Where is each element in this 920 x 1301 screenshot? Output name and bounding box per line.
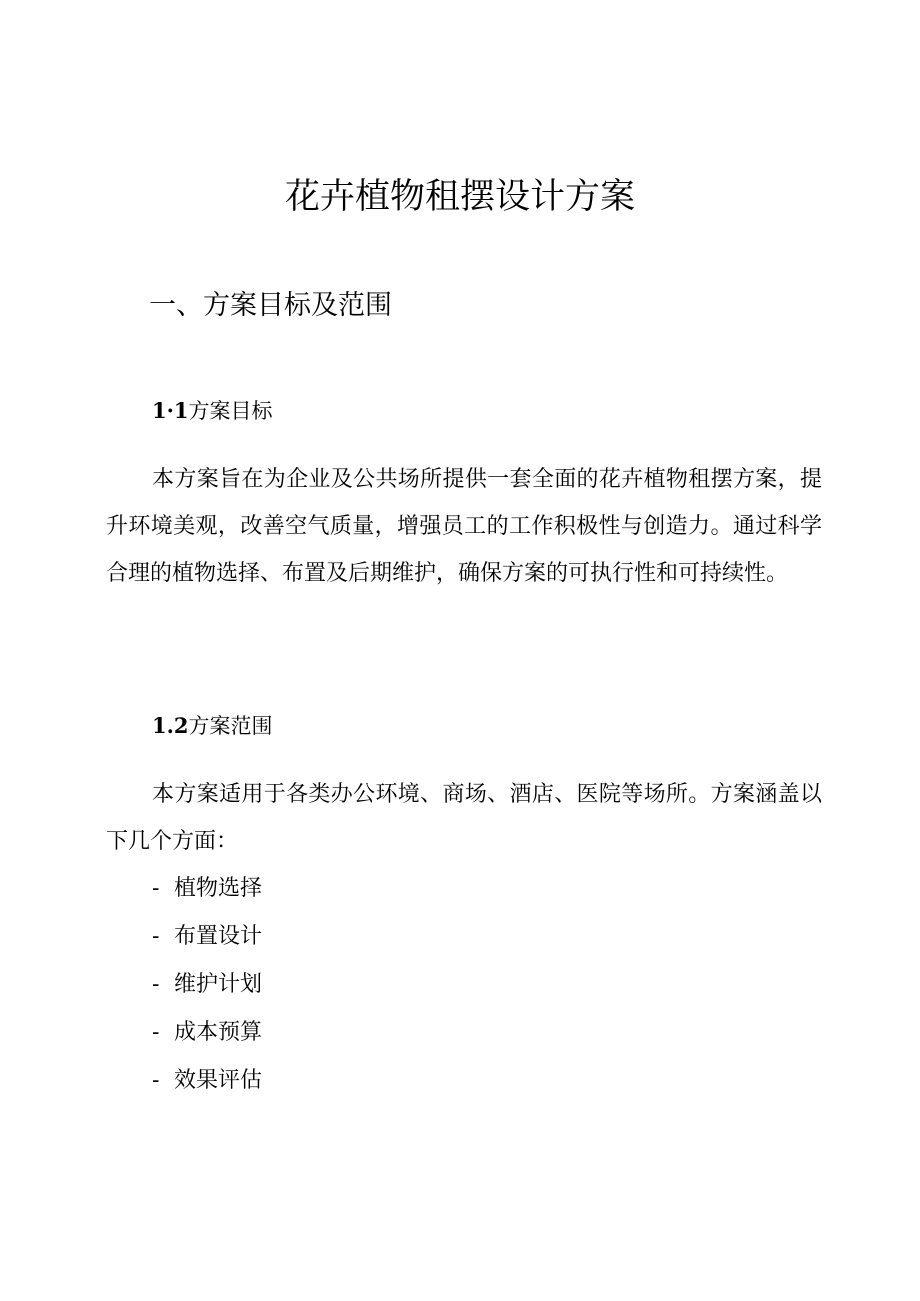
list-marker: - [152,1068,160,1093]
list-marker: - [152,876,160,901]
list-item-text: 效果评估 [174,1068,263,1093]
list-item [152,865,262,913]
list-item-text: 成本预算 [174,1020,263,1045]
goals-paragraph: 本方案旨在为企业及公共场所提供一套全面的花卉植物租摆方案，提升环境美观，改善空气质量，增强员工的工作积极性与创造力。通过科学合理的植物选择、布置及后期维护，确保方案的可执行性和可持续性。 [106,467,822,586]
list-item [152,1009,262,1057]
list-marker: - [152,924,160,949]
section-heading-goals-scope: 一、方案目标及范围 [149,290,392,321]
list-item [152,913,262,961]
subsection-label: 方案范围 [188,714,273,738]
scope-paragraph: 本方案适用于各类办公环境、商场、酒店、医院等场所。方案涵盖以下几个方面： [106,782,822,854]
list-item-text: 维护计划 [174,972,263,997]
list-marker: - [152,1020,160,1045]
subsection-number: 1.2 [152,713,189,738]
subsection-heading-scope [152,711,273,741]
list-item-text: 植物选择 [174,876,263,901]
list-item-text: 布置设计 [174,924,263,949]
list-marker: - [152,972,160,997]
scope-list [152,865,262,1105]
list-item [152,1057,262,1105]
subsection-label: 方案目标 [188,399,273,423]
list-item [152,961,262,1009]
subsection-number: 1·1 [152,398,189,423]
document-title: 花卉植物租摆设计方案 [284,177,635,217]
subsection-heading-goals [152,396,273,426]
